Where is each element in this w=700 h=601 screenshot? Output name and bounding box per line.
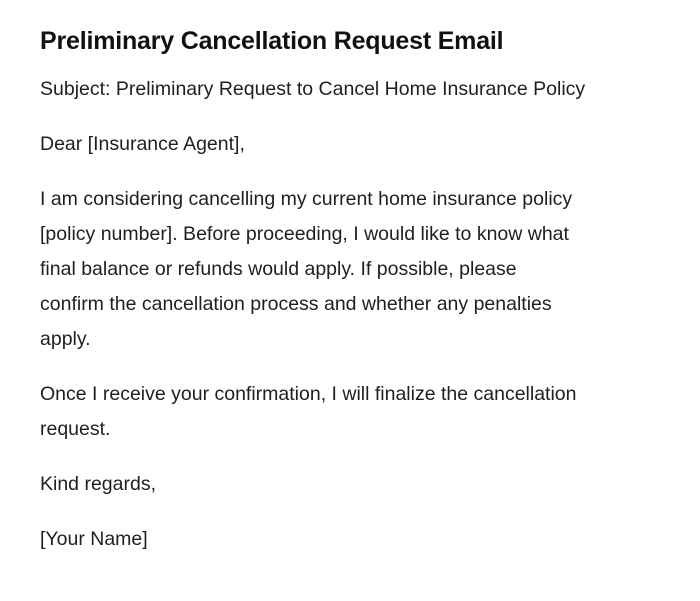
email-greeting: Dear [Insurance Agent], xyxy=(40,133,245,155)
page-title: Preliminary Cancellation Request Email xyxy=(40,27,504,55)
email-signature: [Your Name] xyxy=(40,528,148,550)
email-closing: Kind regards, xyxy=(40,473,156,495)
email-body-paragraph-1: I am considering cancelling my current home insurance policy [policy number]. Before proceeding, I would like to know what final balance or refunds would apply. If possible, please confirm the cancellation process and whether any penalties apply. xyxy=(40,188,573,350)
email-subject: Subject: Preliminary Request to Cancel Home Insurance Policy xyxy=(40,78,586,100)
email-body-paragraph-2: Once I receive your confirmation, I will finalize the cancellation request. xyxy=(40,383,577,440)
